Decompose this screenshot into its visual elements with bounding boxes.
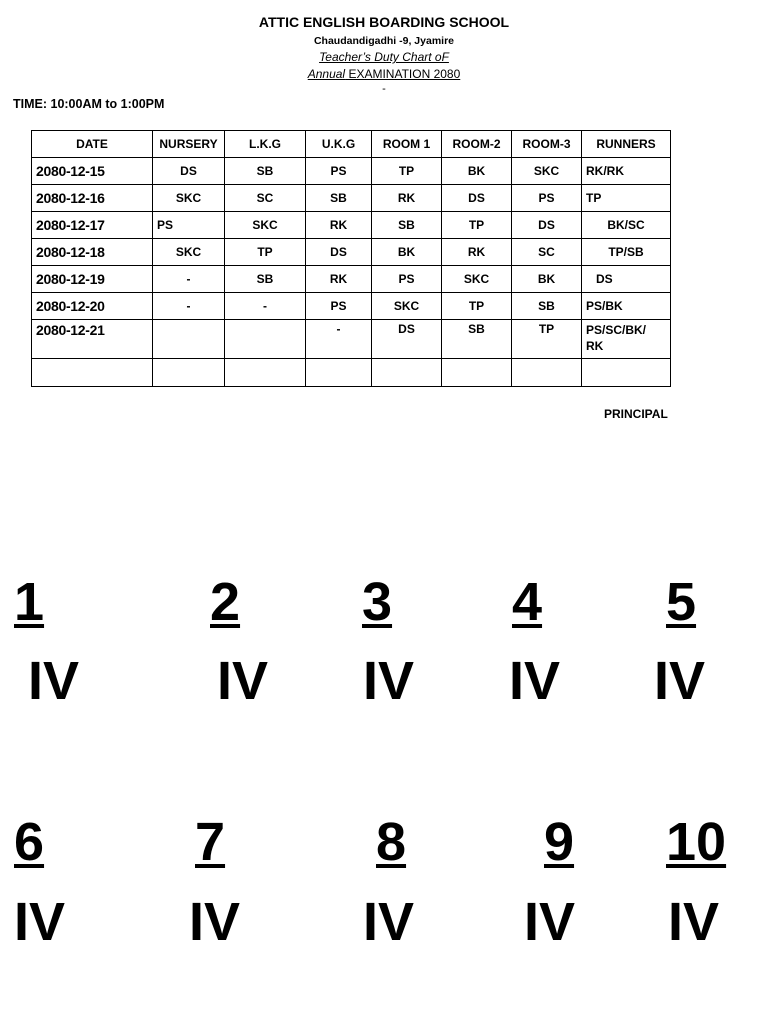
table-cell — [153, 359, 225, 387]
table-cell: RK — [442, 239, 512, 266]
column-header: U.K.G — [306, 131, 372, 158]
table-cell: RK — [306, 266, 372, 293]
date-cell: 2080-12-15 — [32, 158, 153, 185]
table-row — [32, 266, 671, 293]
table-cell — [225, 320, 306, 359]
table-cell: TP — [442, 293, 512, 320]
table-cell: PS — [512, 185, 582, 212]
duty-table — [31, 130, 671, 387]
room-number-label: 10 — [666, 812, 727, 872]
room-number-label: 9 — [544, 812, 575, 872]
room-roman-label: IV — [28, 651, 80, 711]
room-roman-label: IV — [217, 651, 269, 711]
room-number-label: 2 — [210, 572, 241, 632]
table-cell: SB — [306, 185, 372, 212]
runners-cell: RK/RK — [582, 158, 671, 185]
table-cell: SB — [512, 293, 582, 320]
table-row — [32, 158, 671, 185]
exam-title-italic: Annual — [307, 67, 346, 81]
table-cell — [153, 320, 225, 359]
table-cell — [306, 359, 372, 387]
table-cell — [582, 359, 671, 387]
table-cell: SB — [442, 320, 512, 359]
table-row — [32, 185, 671, 212]
table-cell — [372, 359, 442, 387]
exam-title — [0, 67, 768, 81]
runners-cell: PS/BK — [582, 293, 671, 320]
table-cell: BK — [372, 239, 442, 266]
column-header: RUNNERS — [582, 131, 671, 158]
table-cell — [225, 359, 306, 387]
table-cell — [512, 359, 582, 387]
principal-signature: PRINCIPAL — [604, 407, 668, 421]
school-address: Chaudandigadhi -9, Jyamire — [313, 35, 455, 47]
table-cell: TP — [372, 158, 442, 185]
table-row — [32, 293, 671, 320]
table-cell: PS — [306, 293, 372, 320]
table-cell: SKC — [225, 212, 306, 239]
exam-time: TIME: 10:00AM to 1:00PM — [13, 97, 165, 111]
table-row — [32, 239, 671, 266]
table-cell: TP — [225, 239, 306, 266]
room-roman-label: IV — [668, 892, 720, 952]
table-cell: DS — [306, 239, 372, 266]
date-cell: 2080-12-16 — [32, 185, 153, 212]
table-cell — [442, 359, 512, 387]
runners-cell: DS — [582, 266, 671, 293]
table-header-row — [32, 131, 671, 158]
table-row — [32, 359, 671, 387]
table-cell: SKC — [372, 293, 442, 320]
room-number-label: 4 — [512, 572, 543, 632]
room-number-label: 7 — [195, 812, 226, 872]
exam-title-rest: EXAMINATION 2080 — [345, 67, 461, 81]
room-roman-label: IV — [654, 651, 706, 711]
date-cell: 2080-12-18 — [32, 239, 153, 266]
table-cell: - — [153, 266, 225, 293]
table-cell: RK — [372, 185, 442, 212]
table-cell: BK — [512, 266, 582, 293]
column-header: L.K.G — [225, 131, 306, 158]
room-number-label: 5 — [666, 572, 697, 632]
table-cell: PS — [372, 266, 442, 293]
column-header: ROOM-2 — [442, 131, 512, 158]
room-roman-label: IV — [363, 651, 415, 711]
table-cell: SKC — [442, 266, 512, 293]
column-header: ROOM 1 — [372, 131, 442, 158]
date-cell: 2080-12-19 — [32, 266, 153, 293]
date-cell: 2080-12-17 — [32, 212, 153, 239]
runners-cell: PS/SC/BK/ RK — [582, 320, 671, 359]
table-cell: SC — [225, 185, 306, 212]
room-roman-label: IV — [509, 651, 561, 711]
table-cell: DS — [512, 212, 582, 239]
room-roman-label: IV — [189, 892, 241, 952]
table-cell: - — [153, 293, 225, 320]
table-cell: DS — [372, 320, 442, 359]
table-cell: TP — [512, 320, 582, 359]
room-number-label: 3 — [362, 572, 393, 632]
date-cell: 2080-12-20 — [32, 293, 153, 320]
table-row — [32, 212, 671, 239]
table-cell: BK — [442, 158, 512, 185]
table-cell: - — [306, 320, 372, 359]
school-name: ATTIC ENGLISH BOARDING SCHOOL — [258, 14, 510, 30]
table-cell: PS — [153, 212, 225, 239]
table-cell: RK — [306, 212, 372, 239]
table-cell: PS — [306, 158, 372, 185]
room-roman-label: IV — [524, 892, 576, 952]
room-roman-label: IV — [363, 892, 415, 952]
table-cell: SB — [225, 158, 306, 185]
table-row — [32, 320, 671, 359]
table-cell: SKC — [153, 185, 225, 212]
runners-cell: TP/SB — [582, 239, 671, 266]
room-roman-label: IV — [14, 892, 66, 952]
runners-cell: TP — [582, 185, 671, 212]
table-cell: - — [225, 293, 306, 320]
column-header: ROOM-3 — [512, 131, 582, 158]
runners-cell: BK/SC — [582, 212, 671, 239]
table-cell — [32, 359, 153, 387]
chart-subtitle: Teacher’s Duty Chart oF — [319, 50, 449, 64]
room-number-label: 6 — [14, 812, 45, 872]
column-header: NURSERY — [153, 131, 225, 158]
table-cell: SKC — [512, 158, 582, 185]
room-number-label: 8 — [376, 812, 407, 872]
table-cell: DS — [153, 158, 225, 185]
table-cell: SKC — [153, 239, 225, 266]
table-cell: SB — [372, 212, 442, 239]
table-cell: SB — [225, 266, 306, 293]
room-number-label: 1 — [14, 572, 45, 632]
column-header: DATE — [32, 131, 153, 158]
date-cell: 2080-12-21 — [32, 320, 153, 359]
table-cell: TP — [442, 212, 512, 239]
table-cell: DS — [442, 185, 512, 212]
header-dash: - — [382, 83, 386, 95]
table-cell: SC — [512, 239, 582, 266]
